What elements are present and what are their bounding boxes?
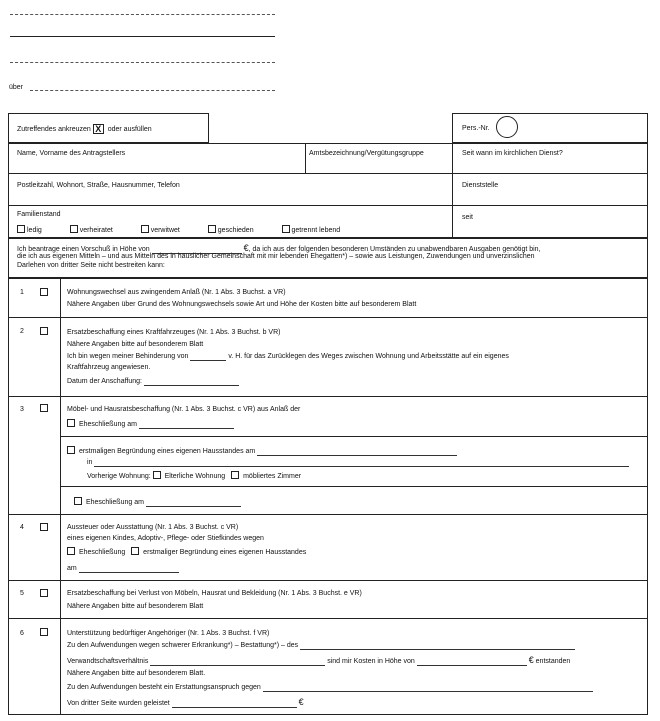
rule-s3b xyxy=(60,486,648,487)
section-1-text: Nähere Angaben über Grund des Wohnungswechsels sowie Art und Höhe der Kosten bitte auf besonderem Blatt xyxy=(67,301,417,308)
ehe2-date-field[interactable] xyxy=(146,499,241,507)
checkbox-icon[interactable] xyxy=(208,225,216,233)
section-3-checkbox[interactable] xyxy=(40,404,48,412)
s4-ehe-checkbox[interactable] xyxy=(67,547,75,555)
address-line-2[interactable] xyxy=(10,36,275,37)
sections-vrule xyxy=(60,278,61,715)
instruction-post: oder ausfüllen xyxy=(107,126,152,133)
section-1-number: 1 xyxy=(20,289,24,296)
intro-line-3: Darlehen von dritter Seite nicht bestreiten kann: xyxy=(17,262,165,269)
checkbox-icon[interactable] xyxy=(282,225,290,233)
section-2-line4: Kraftfahrzeug angewiesen. xyxy=(67,364,151,371)
amtsbezeichnung-label[interactable]: Amtsbezeichnung/Vergütungsgruppe xyxy=(309,150,424,157)
s4-date-field[interactable] xyxy=(79,565,179,573)
section-1-checkbox[interactable] xyxy=(40,288,48,296)
section-6-checkbox[interactable] xyxy=(40,628,48,636)
status-options xyxy=(17,225,340,235)
ehe1-checkbox[interactable] xyxy=(67,419,75,427)
section-3-begr: erstmaligen Begründung eines eigenen Hausstandes am xyxy=(67,446,457,456)
s4-begr-checkbox[interactable] xyxy=(131,547,139,555)
status-geschieden[interactable]: geschieden xyxy=(208,227,254,234)
section-6-number: 6 xyxy=(20,630,24,637)
section-4-number: 4 xyxy=(20,524,24,531)
moebliert-checkbox[interactable] xyxy=(231,471,239,479)
ueber-label: über xyxy=(9,84,24,91)
section-2-title: Ersatzbeschaffung eines Kraftfahrzeuges (Nr. 1 Abs. 3 Buchst. b VR) xyxy=(67,329,281,336)
section-6-title: Unterstützung bedürftiger Angehöriger (Nr. 1 Abs. 3 Buchst. f VR) xyxy=(67,630,270,637)
checkbox-icon[interactable] xyxy=(70,225,78,233)
elterlich-checkbox[interactable] xyxy=(153,471,161,479)
rule-s2 xyxy=(8,396,648,397)
begr-checkbox[interactable] xyxy=(67,446,75,454)
rule-s1 xyxy=(8,317,648,318)
section-2-line5: Datum der Anschaffung: xyxy=(67,378,239,386)
rule-s3 xyxy=(8,514,648,515)
dienststelle-label[interactable]: Dienststelle xyxy=(462,182,499,189)
familienstand-label: Familienstand xyxy=(17,211,61,218)
section-4-line2: eines eigenen Kindes, Adoptiv-, Pflege- oder Stiefkindes wegen xyxy=(67,535,264,542)
seit-label[interactable]: seit xyxy=(462,214,473,221)
euro-sign-kosten: € xyxy=(528,655,534,665)
example-checkbox-x: X xyxy=(93,124,104,134)
status-verheiratet[interactable]: verheiratet xyxy=(70,227,113,234)
grid-vrule-2 xyxy=(452,143,453,238)
seit-wann-label[interactable]: Seit wann im kirchlichen Dienst? xyxy=(462,150,563,157)
address-line-ueber[interactable] xyxy=(30,90,275,91)
ehe2-checkbox[interactable] xyxy=(74,497,82,505)
section-5-number: 5 xyxy=(20,590,24,597)
pers-nr-circle[interactable] xyxy=(496,116,518,138)
anschaffung-date-field[interactable] xyxy=(144,378,239,386)
section-6-line3: Verwandtschaftsverhältnis sind mir Kosten in Höhe von € entstanden xyxy=(67,655,571,665)
rule-s5 xyxy=(8,618,648,619)
section-6-line2: Zu den Aufwendungen wegen schwerer Erkrankung*) – Bestattung*) – des xyxy=(67,642,575,650)
section-2-line2: Nähere Angaben bitte auf besonderem Blatt xyxy=(67,341,204,348)
status-verwitwet[interactable]: verwitwet xyxy=(141,227,180,234)
section-1-title: Wohnungswechsel aus zwingendem Anlaß (Nr. 1 Abs. 3 Buchst. a VR) xyxy=(67,289,286,296)
section-3-ehe1: Eheschließung am xyxy=(67,419,234,429)
rule-s4 xyxy=(8,580,648,581)
angehoeriger-field[interactable] xyxy=(300,642,575,650)
status-ledig[interactable]: ledig xyxy=(17,227,42,234)
grid-rule-1 xyxy=(8,173,648,174)
address-line-1[interactable] xyxy=(10,14,275,15)
behinderung-percent-field[interactable] xyxy=(190,353,226,361)
checkbox-icon[interactable] xyxy=(17,225,25,233)
instruction-pre: Zutreffendes ankreuzen xyxy=(17,126,91,133)
intro-line-1: Ich beantrage einen Vorschuß in Höhe von €, da ich aus der folgenden besonderen Umständen zu unabwendbaren Ausgaben genötigt bin, xyxy=(17,243,541,253)
begr-place-field[interactable] xyxy=(94,459,629,467)
erstattung-field[interactable] xyxy=(263,684,593,692)
section-4-checkbox[interactable] xyxy=(40,523,48,531)
adresse-label[interactable]: Postleitzahl, Wohnort, Straße, Hausnummer, Telefon xyxy=(17,182,180,189)
begr-date-field[interactable] xyxy=(257,448,457,456)
section-4-am: am xyxy=(67,565,179,573)
section-3-in: in xyxy=(87,459,629,467)
intro-line-2: die ich aus eigenen Mitteln – und aus Mitteln des in häuslicher Gemeinschaft mit mir lebenden Ehegatten*) – sowie aus Leistungen, Zuwendungen und unverzinslichen xyxy=(17,253,535,260)
ehe1-date-field[interactable] xyxy=(139,421,234,429)
section-4-options: Eheschließung erstmaliger Begründung eines eigenen Hausstandes xyxy=(67,547,306,557)
address-line-3[interactable] xyxy=(10,62,275,63)
section-2-checkbox[interactable] xyxy=(40,327,48,335)
euro-sign-dritte: € xyxy=(298,697,304,707)
section-6-line5: Zu den Aufwendungen besteht ein Erstattungsanspruch gegen xyxy=(67,684,593,692)
dritte-seite-field[interactable] xyxy=(172,700,297,708)
section-5-checkbox[interactable] xyxy=(40,589,48,597)
section-3-number: 3 xyxy=(20,406,24,413)
rule-s3a xyxy=(60,436,648,437)
section-4-title: Aussteuer oder Ausstattung (Nr. 1 Abs. 3 Buchst. c VR) xyxy=(67,524,239,531)
pers-nr-label: Pers.-Nr. xyxy=(462,125,490,132)
verwandtschaft-field[interactable] xyxy=(150,658,325,666)
section-6-line4: Nähere Angaben bitte auf besonderem Blatt. xyxy=(67,670,206,677)
status-getrennt[interactable]: getrennt lebend xyxy=(282,227,341,234)
checkbox-icon[interactable] xyxy=(141,225,149,233)
euro-sign: € xyxy=(243,243,249,253)
grid-vrule-1 xyxy=(305,143,306,173)
instruction-text xyxy=(17,124,152,134)
section-5-line2: Nähere Angaben bitte auf besonderem Blatt xyxy=(67,603,204,610)
section-2-number: 2 xyxy=(20,328,24,335)
section-6-line6: Von dritter Seite wurden geleistet € xyxy=(67,697,304,707)
kosten-field[interactable] xyxy=(417,658,527,666)
section-2-line3: Ich bin wegen meiner Behinderung von v. H. für das Zurücklegen des Weges zwischen Wohnung und Arbeitsstätte auf ein eigenes xyxy=(67,353,509,360)
name-field-label[interactable]: Name, Vorname des Antragstellers xyxy=(17,150,126,157)
section-5-title: Ersatzbeschaffung bei Verlust von Möbeln, Hausrat und Bekleidung (Nr. 1 Abs. 3 Buchst. e VR) xyxy=(67,590,362,597)
section-3-title: Möbel- und Hausratsbeschaffung (Nr. 1 Abs. 3 Buchst. c VR) aus Anlaß der xyxy=(67,406,301,413)
section-3-ehe2: Eheschließung am xyxy=(74,497,241,507)
grid-rule-2 xyxy=(8,205,648,206)
section-3-vorherige: Vorherige Wohnung: Elterliche Wohnung möbliertes Zimmer xyxy=(87,473,302,480)
